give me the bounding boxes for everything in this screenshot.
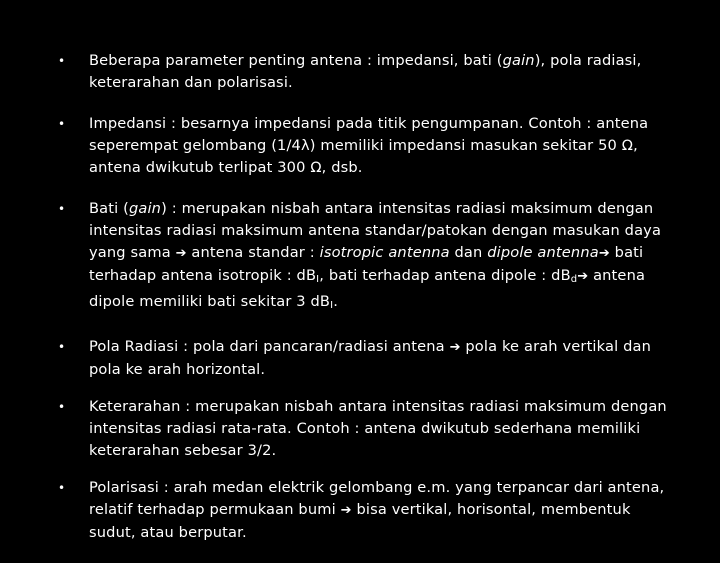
item-text: antena dipole memiliki bati sekitar 3 dB (89, 267, 646, 310)
item-text: Impedansi : besarnya impedansi pada titik pengumpanan. Contoh : antena seperempat gelombang (1/4 (89, 115, 649, 154)
item-text: bisa vertikal, horisontal, membentuk sudut, atau berputar. (89, 501, 631, 541)
item-text: , antena dwikutub terlipat 300 (89, 137, 638, 176)
bullet-item-parameters (0, 50, 720, 94)
ohm-symbol: Ω (310, 159, 322, 176)
arrow-icon: ➔ (449, 340, 461, 355)
bullet-list (0, 50, 720, 563)
item-text: dan (449, 244, 488, 261)
bullet-item-impedansi (0, 113, 720, 179)
bullet-item-pola-radiasi (0, 336, 720, 381)
bullet-item-keterarahan (0, 396, 720, 462)
arrow-icon: ➔ (175, 246, 187, 261)
arrow-icon: ➔ (577, 269, 589, 284)
subscript: d (570, 274, 578, 285)
bullet-marker: • (58, 117, 66, 131)
dipole-term: dipole antenna (487, 244, 599, 261)
bullet-item-bati (0, 198, 720, 317)
item-text: pola ke arah vertikal dan pola ke arah horizontal. (89, 338, 651, 378)
item-text: antena standar : (186, 244, 320, 261)
bullet-marker: • (58, 400, 66, 414)
item-text: , bati terhadap antena dipole : dB (319, 267, 571, 284)
item-text: Beberapa parameter penting antena : impedansi, bati ( (89, 52, 503, 69)
bullet-marker: • (58, 340, 66, 354)
arrow-icon: ➔ (340, 503, 352, 518)
item-text: ) memiliki impedansi masukan sekitar 50 (309, 137, 622, 154)
item-text: ), pola radiasi, keterarahan dan polarisasi. (89, 52, 642, 91)
item-text: Pola Radiasi : pola dari pancaran/radiasi antena (89, 338, 450, 355)
bullet-marker: • (58, 481, 66, 495)
bullet-marker: • (58, 202, 66, 216)
item-text: . (333, 293, 338, 310)
subscript: I (316, 274, 320, 285)
bullet-item-polarisasi (0, 477, 720, 544)
item-text: Bati ( (89, 200, 129, 217)
isotropic-term: isotropic antenna (319, 244, 450, 261)
bullet-marker: • (58, 54, 66, 68)
ohm-symbol: Ω (621, 137, 634, 154)
item-text: bati terhadap antena isotropik : dB (89, 244, 644, 284)
item-text: Polarisasi : arah medan elektrik gelombang e.m. yang terpancar dari antena, relatif terhadap permukaan bumi (89, 479, 665, 518)
item-text: Keterarahan : merupakan nisbah antara intensitas radiasi maksimum dengan intensitas radiasi rata-rata. Contoh : antena dwikutub sederhana memiliki keterarahan sebesar 3/2. (89, 398, 667, 459)
gain-term: gain (502, 52, 535, 69)
arrow-icon: ➔ (598, 246, 610, 261)
item-text: ) : merupakan nisbah antara intensitas radiasi maksimum dengan intensitas radiasi maksimum antena standar/patokan dengan masukan daya yang sama (89, 200, 662, 261)
lambda-symbol: λ (301, 137, 310, 154)
item-text: , dsb. (321, 159, 363, 176)
gain-term: gain (128, 200, 162, 217)
subscript: I (330, 300, 334, 311)
